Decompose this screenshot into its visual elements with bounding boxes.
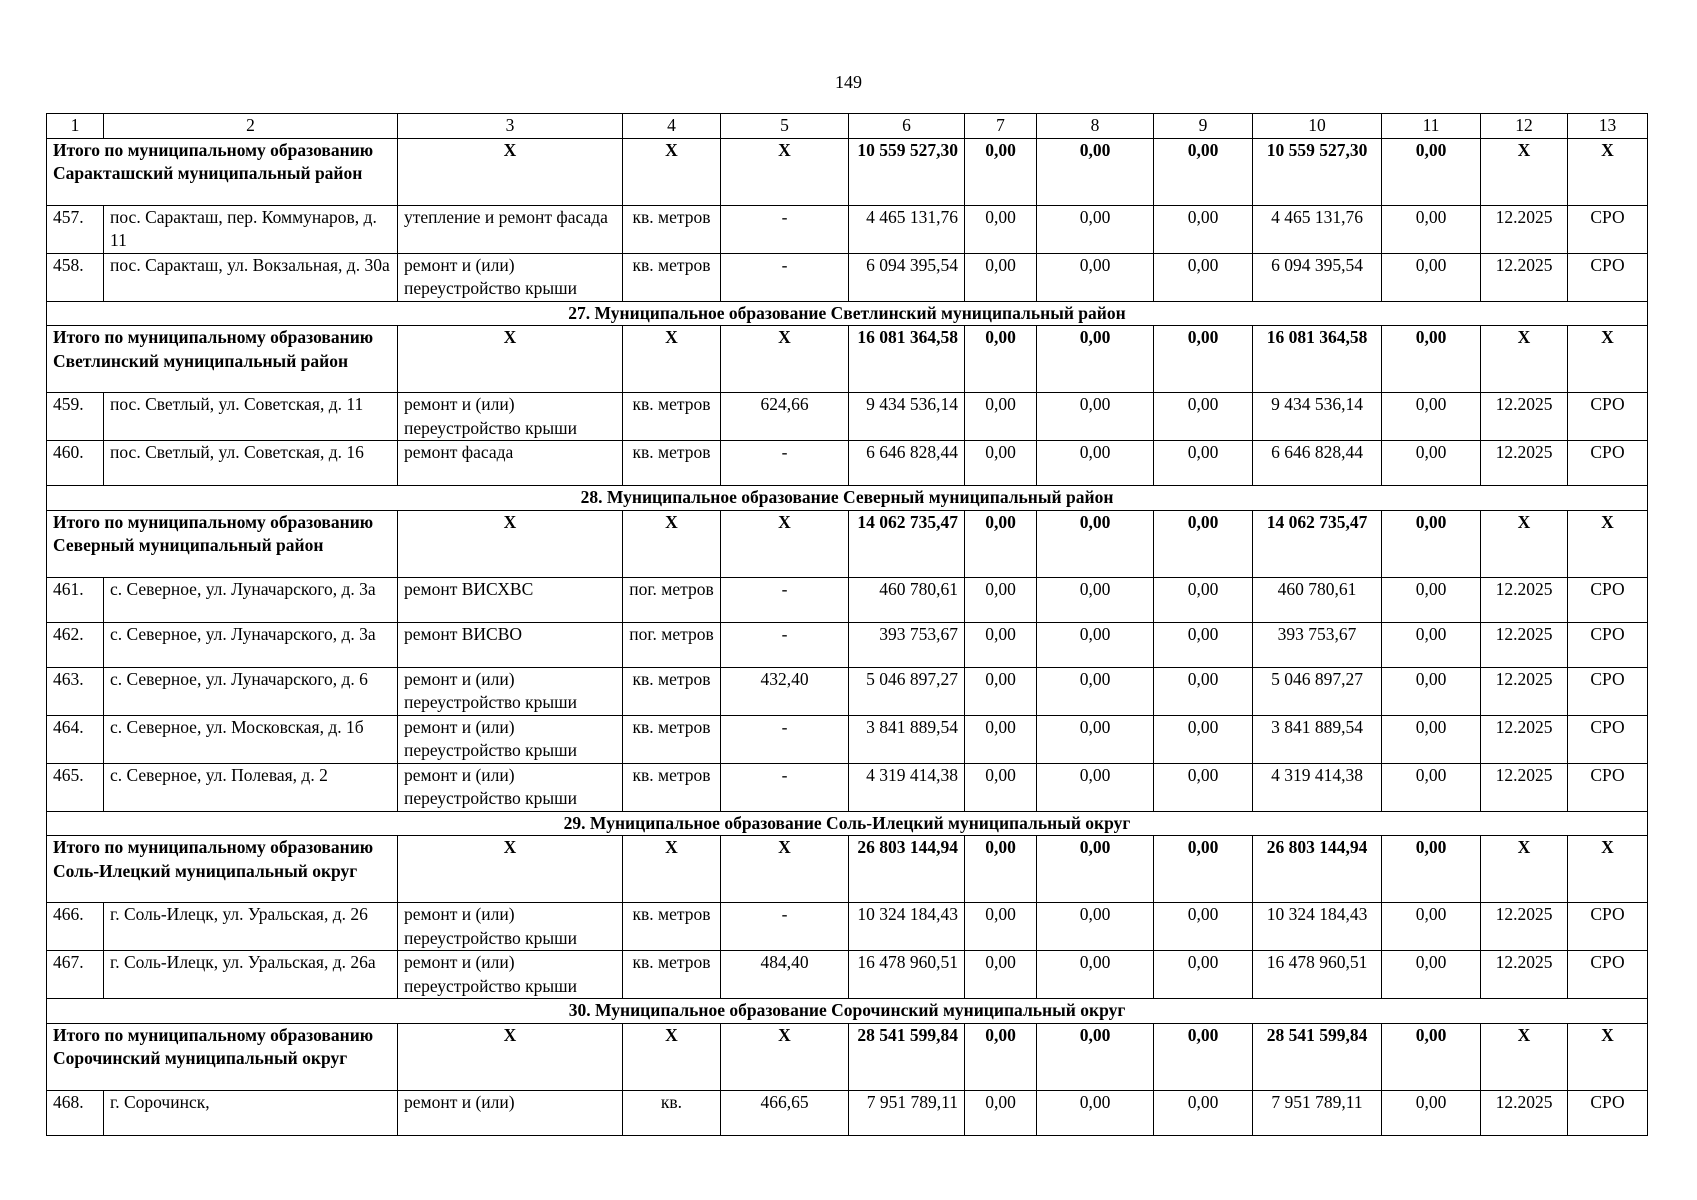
column-number: 3: [398, 114, 623, 139]
fund-cell: 0,00: [1037, 393, 1154, 441]
fund-cell: 0,00: [1382, 667, 1481, 715]
fund-cell: 0,00: [1037, 441, 1154, 486]
owner-funds-cell: 4 465 131,76: [1253, 205, 1382, 253]
deadline-cell: X: [1481, 1023, 1568, 1090]
fund-cell: 0,00: [1382, 393, 1481, 441]
fund-cell: 0,00: [1154, 326, 1253, 393]
volume-cell: -: [721, 253, 849, 301]
item-number: 468.: [47, 1090, 104, 1135]
section-header-row: [47, 486, 1648, 511]
fund-cell: 0,00: [1382, 326, 1481, 393]
total-cost-cell: 10 559 527,30: [849, 138, 965, 205]
total-cost-cell: 6 646 828,44: [849, 441, 965, 486]
fund-cell: 0,00: [965, 836, 1037, 903]
executor-cell: СРО: [1568, 1090, 1648, 1135]
fund-cell: 0,00: [1154, 1090, 1253, 1135]
total-cost-cell: 460 780,61: [849, 577, 965, 622]
address-cell: пос. Светлый, ул. Советская, д. 11: [104, 393, 398, 441]
address-cell: г. Соль-Илецк, ул. Уральская, д. 26: [104, 903, 398, 951]
address-cell: с. Северное, ул. Луначарского, д. 3а: [104, 622, 398, 667]
unit-cell: кв. метров: [623, 903, 721, 951]
deadline-cell: 12.2025: [1481, 715, 1568, 763]
executor-cell: X: [1568, 1023, 1648, 1090]
owner-funds-cell: 393 753,67: [1253, 622, 1382, 667]
fund-cell: 0,00: [1382, 763, 1481, 811]
unit-cell: X: [623, 510, 721, 577]
fund-cell: 0,00: [965, 253, 1037, 301]
fund-cell: 0,00: [1382, 510, 1481, 577]
fund-cell: 0,00: [1037, 1023, 1154, 1090]
fund-cell: 0,00: [1154, 763, 1253, 811]
fund-cell: 0,00: [1154, 393, 1253, 441]
work-type-cell: ремонт и (или) переустройство крыши: [398, 667, 623, 715]
executor-cell: СРО: [1568, 393, 1648, 441]
table-row: [47, 205, 1648, 253]
fund-cell: 0,00: [965, 1023, 1037, 1090]
column-number: 2: [104, 114, 398, 139]
total-cost-cell: 393 753,67: [849, 622, 965, 667]
fund-cell: 0,00: [1154, 667, 1253, 715]
item-number: 460.: [47, 441, 104, 486]
fund-cell: 0,00: [1037, 763, 1154, 811]
subtotal-row: [47, 836, 1648, 903]
column-number: 8: [1037, 114, 1154, 139]
total-cost-cell: 10 324 184,43: [849, 903, 965, 951]
owner-funds-cell: 14 062 735,47: [1253, 510, 1382, 577]
deadline-cell: X: [1481, 326, 1568, 393]
executor-cell: X: [1568, 510, 1648, 577]
subtotal-label: Итого по муниципальному образованию Светлинский муниципальный район: [47, 326, 398, 393]
unit-cell: кв. метров: [623, 951, 721, 999]
column-number: 1: [47, 114, 104, 139]
column-number: 11: [1382, 114, 1481, 139]
owner-funds-cell: 10 559 527,30: [1253, 138, 1382, 205]
fund-cell: 0,00: [1037, 205, 1154, 253]
column-number: 6: [849, 114, 965, 139]
fund-cell: 0,00: [965, 715, 1037, 763]
column-number: 4: [623, 114, 721, 139]
total-cost-cell: 9 434 536,14: [849, 393, 965, 441]
fund-cell: 0,00: [1154, 951, 1253, 999]
volume-cell: -: [721, 715, 849, 763]
table-row: [47, 951, 1648, 999]
table-row: [47, 903, 1648, 951]
total-cost-cell: 5 046 897,27: [849, 667, 965, 715]
volume-cell: X: [721, 1023, 849, 1090]
deadline-cell: 12.2025: [1481, 1090, 1568, 1135]
fund-cell: 0,00: [1154, 1023, 1253, 1090]
owner-funds-cell: 26 803 144,94: [1253, 836, 1382, 903]
subtotal-label: Итого по муниципальному образованию Саракташский муниципальный район: [47, 138, 398, 205]
work-type-cell: ремонт и (или) переустройство крыши: [398, 253, 623, 301]
table-row: [47, 1090, 1648, 1135]
volume-cell: 466,65: [721, 1090, 849, 1135]
table-row: [47, 715, 1648, 763]
column-number-row: [47, 114, 1648, 139]
fund-cell: 0,00: [1382, 903, 1481, 951]
fund-cell: 0,00: [1154, 577, 1253, 622]
address-cell: пос. Саракташ, пер. Коммунаров, д. 11: [104, 205, 398, 253]
subtotal-label: Итого по муниципальному образованию Сорочинский муниципальный округ: [47, 1023, 398, 1090]
deadline-cell: X: [1481, 138, 1568, 205]
work-type-cell: ремонт и (или) переустройство крыши: [398, 393, 623, 441]
unit-cell: кв. метров: [623, 441, 721, 486]
fund-cell: 0,00: [965, 577, 1037, 622]
executor-cell: СРО: [1568, 715, 1648, 763]
unit-cell: кв. метров: [623, 393, 721, 441]
deadline-cell: 12.2025: [1481, 763, 1568, 811]
fund-cell: 0,00: [1154, 715, 1253, 763]
column-number: 5: [721, 114, 849, 139]
owner-funds-cell: 6 646 828,44: [1253, 441, 1382, 486]
deadline-cell: 12.2025: [1481, 253, 1568, 301]
owner-funds-cell: 9 434 536,14: [1253, 393, 1382, 441]
item-number: 467.: [47, 951, 104, 999]
table-row: [47, 393, 1648, 441]
fund-cell: 0,00: [1154, 138, 1253, 205]
item-number: 461.: [47, 577, 104, 622]
work-type-cell: ремонт ВИСХВС: [398, 577, 623, 622]
fund-cell: 0,00: [1382, 715, 1481, 763]
item-number: 466.: [47, 903, 104, 951]
executor-cell: СРО: [1568, 763, 1648, 811]
address-cell: с. Северное, ул. Луначарского, д. 3а: [104, 577, 398, 622]
section-header-row: [47, 811, 1648, 836]
fund-cell: 0,00: [965, 763, 1037, 811]
fund-cell: 0,00: [1037, 951, 1154, 999]
table-row: [47, 763, 1648, 811]
fund-cell: 0,00: [1382, 205, 1481, 253]
address-cell: г. Сорочинск,: [104, 1090, 398, 1135]
item-number: 459.: [47, 393, 104, 441]
item-number: 464.: [47, 715, 104, 763]
owner-funds-cell: 16 478 960,51: [1253, 951, 1382, 999]
section-title: 30. Муниципальное образование Сорочинский муниципальный округ: [47, 999, 1648, 1024]
executor-cell: СРО: [1568, 577, 1648, 622]
subtotal-label: Итого по муниципальному образованию Северный муниципальный район: [47, 510, 398, 577]
deadline-cell: 12.2025: [1481, 441, 1568, 486]
fund-cell: 0,00: [1154, 253, 1253, 301]
fund-cell: 0,00: [1037, 253, 1154, 301]
unit-cell: X: [623, 1023, 721, 1090]
volume-cell: X: [721, 836, 849, 903]
fund-cell: 0,00: [1037, 510, 1154, 577]
fund-cell: 0,00: [1154, 903, 1253, 951]
deadline-cell: X: [1481, 836, 1568, 903]
table-row: [47, 441, 1648, 486]
executor-cell: СРО: [1568, 622, 1648, 667]
fund-cell: 0,00: [1382, 441, 1481, 486]
volume-cell: X: [721, 326, 849, 393]
deadline-cell: 12.2025: [1481, 951, 1568, 999]
section-title: 29. Муниципальное образование Соль-Илецкий муниципальный округ: [47, 811, 1648, 836]
unit-cell: X: [623, 836, 721, 903]
fund-cell: 0,00: [965, 138, 1037, 205]
owner-funds-cell: 4 319 414,38: [1253, 763, 1382, 811]
owner-funds-cell: 16 081 364,58: [1253, 326, 1382, 393]
executor-cell: СРО: [1568, 951, 1648, 999]
fund-cell: 0,00: [1382, 253, 1481, 301]
fund-cell: 0,00: [965, 326, 1037, 393]
fund-cell: 0,00: [965, 622, 1037, 667]
work-type-cell: X: [398, 510, 623, 577]
executor-cell: СРО: [1568, 667, 1648, 715]
fund-cell: 0,00: [1037, 577, 1154, 622]
work-type-cell: ремонт и (или): [398, 1090, 623, 1135]
volume-cell: -: [721, 441, 849, 486]
column-number: 9: [1154, 114, 1253, 139]
owner-funds-cell: 7 951 789,11: [1253, 1090, 1382, 1135]
section-header-row: [47, 301, 1648, 326]
unit-cell: пог. метров: [623, 622, 721, 667]
deadline-cell: X: [1481, 510, 1568, 577]
subtotal-row: [47, 510, 1648, 577]
fund-cell: 0,00: [965, 393, 1037, 441]
unit-cell: кв. метров: [623, 205, 721, 253]
fund-cell: 0,00: [1154, 441, 1253, 486]
subtotal-row: [47, 326, 1648, 393]
capital-repair-table: [46, 113, 1648, 1136]
work-type-cell: ремонт и (или) переустройство крыши: [398, 715, 623, 763]
subtotal-row: [47, 138, 1648, 205]
unit-cell: кв.: [623, 1090, 721, 1135]
work-type-cell: ремонт и (или) переустройство крыши: [398, 951, 623, 999]
address-cell: пос. Светлый, ул. Советская, д. 16: [104, 441, 398, 486]
deadline-cell: 12.2025: [1481, 393, 1568, 441]
fund-cell: 0,00: [1037, 326, 1154, 393]
volume-cell: X: [721, 510, 849, 577]
fund-cell: 0,00: [965, 1090, 1037, 1135]
unit-cell: кв. метров: [623, 715, 721, 763]
table-row: [47, 667, 1648, 715]
executor-cell: СРО: [1568, 903, 1648, 951]
deadline-cell: 12.2025: [1481, 667, 1568, 715]
fund-cell: 0,00: [1154, 836, 1253, 903]
deadline-cell: 12.2025: [1481, 622, 1568, 667]
volume-cell: -: [721, 763, 849, 811]
work-type-cell: X: [398, 138, 623, 205]
section-title: 28. Муниципальное образование Северный муниципальный район: [47, 486, 1648, 511]
executor-cell: СРО: [1568, 205, 1648, 253]
fund-cell: 0,00: [1037, 138, 1154, 205]
fund-cell: 0,00: [1382, 1090, 1481, 1135]
column-number: 7: [965, 114, 1037, 139]
total-cost-cell: 16 081 364,58: [849, 326, 965, 393]
address-cell: г. Соль-Илецк, ул. Уральская, д. 26а: [104, 951, 398, 999]
subtotal-row: [47, 1023, 1648, 1090]
unit-cell: пог. метров: [623, 577, 721, 622]
total-cost-cell: 26 803 144,94: [849, 836, 965, 903]
item-number: 462.: [47, 622, 104, 667]
executor-cell: X: [1568, 326, 1648, 393]
work-type-cell: ремонт и (или) переустройство крыши: [398, 903, 623, 951]
fund-cell: 0,00: [1037, 836, 1154, 903]
column-number: 10: [1253, 114, 1382, 139]
work-type-cell: X: [398, 1023, 623, 1090]
work-type-cell: ремонт и (или) переустройство крыши: [398, 763, 623, 811]
volume-cell: 624,66: [721, 393, 849, 441]
fund-cell: 0,00: [1382, 577, 1481, 622]
unit-cell: кв. метров: [623, 667, 721, 715]
fund-cell: 0,00: [965, 903, 1037, 951]
total-cost-cell: 16 478 960,51: [849, 951, 965, 999]
owner-funds-cell: 28 541 599,84: [1253, 1023, 1382, 1090]
fund-cell: 0,00: [965, 667, 1037, 715]
fund-cell: 0,00: [1382, 622, 1481, 667]
total-cost-cell: 6 094 395,54: [849, 253, 965, 301]
table-row: [47, 577, 1648, 622]
unit-cell: X: [623, 326, 721, 393]
unit-cell: кв. метров: [623, 763, 721, 811]
fund-cell: 0,00: [1382, 836, 1481, 903]
fund-cell: 0,00: [1154, 510, 1253, 577]
executor-cell: X: [1568, 836, 1648, 903]
fund-cell: 0,00: [1037, 903, 1154, 951]
address-cell: с. Северное, ул. Полевая, д. 2: [104, 763, 398, 811]
fund-cell: 0,00: [965, 441, 1037, 486]
total-cost-cell: 28 541 599,84: [849, 1023, 965, 1090]
fund-cell: 0,00: [1382, 951, 1481, 999]
fund-cell: 0,00: [1382, 138, 1481, 205]
owner-funds-cell: 3 841 889,54: [1253, 715, 1382, 763]
fund-cell: 0,00: [1037, 622, 1154, 667]
owner-funds-cell: 10 324 184,43: [1253, 903, 1382, 951]
fund-cell: 0,00: [1037, 667, 1154, 715]
total-cost-cell: 4 319 414,38: [849, 763, 965, 811]
address-cell: с. Северное, ул. Московская, д. 1б: [104, 715, 398, 763]
address-cell: с. Северное, ул. Луначарского, д. 6: [104, 667, 398, 715]
unit-cell: кв. метров: [623, 253, 721, 301]
fund-cell: 0,00: [1037, 715, 1154, 763]
owner-funds-cell: 5 046 897,27: [1253, 667, 1382, 715]
column-number: 13: [1568, 114, 1648, 139]
section-title: 27. Муниципальное образование Светлинский муниципальный район: [47, 301, 1648, 326]
total-cost-cell: 3 841 889,54: [849, 715, 965, 763]
item-number: 465.: [47, 763, 104, 811]
deadline-cell: 12.2025: [1481, 205, 1568, 253]
owner-funds-cell: 460 780,61: [1253, 577, 1382, 622]
fund-cell: 0,00: [1154, 622, 1253, 667]
work-type-cell: ремонт ВИСВО: [398, 622, 623, 667]
volume-cell: 432,40: [721, 667, 849, 715]
deadline-cell: 12.2025: [1481, 577, 1568, 622]
total-cost-cell: 4 465 131,76: [849, 205, 965, 253]
fund-cell: 0,00: [965, 205, 1037, 253]
table-row: [47, 253, 1648, 301]
unit-cell: X: [623, 138, 721, 205]
fund-cell: 0,00: [1382, 1023, 1481, 1090]
section-header-row: [47, 999, 1648, 1024]
volume-cell: X: [721, 138, 849, 205]
item-number: 458.: [47, 253, 104, 301]
subtotal-label: Итого по муниципальному образованию Соль-Илецкий муниципальный округ: [47, 836, 398, 903]
volume-cell: -: [721, 577, 849, 622]
column-number: 12: [1481, 114, 1568, 139]
work-type-cell: ремонт фасада: [398, 441, 623, 486]
address-cell: пос. Саракташ, ул. Вокзальная, д. 30а: [104, 253, 398, 301]
executor-cell: X: [1568, 138, 1648, 205]
work-type-cell: X: [398, 836, 623, 903]
executor-cell: СРО: [1568, 253, 1648, 301]
volume-cell: -: [721, 622, 849, 667]
fund-cell: 0,00: [965, 510, 1037, 577]
fund-cell: 0,00: [1037, 1090, 1154, 1135]
fund-cell: 0,00: [1154, 205, 1253, 253]
owner-funds-cell: 6 094 395,54: [1253, 253, 1382, 301]
executor-cell: СРО: [1568, 441, 1648, 486]
fund-cell: 0,00: [965, 951, 1037, 999]
deadline-cell: 12.2025: [1481, 903, 1568, 951]
table-row: [47, 622, 1648, 667]
work-type-cell: X: [398, 326, 623, 393]
item-number: 463.: [47, 667, 104, 715]
volume-cell: -: [721, 205, 849, 253]
item-number: 457.: [47, 205, 104, 253]
total-cost-cell: 14 062 735,47: [849, 510, 965, 577]
volume-cell: -: [721, 903, 849, 951]
volume-cell: 484,40: [721, 951, 849, 999]
total-cost-cell: 7 951 789,11: [849, 1090, 965, 1135]
page-number: 149: [835, 72, 862, 92]
work-type-cell: утепление и ремонт фасада: [398, 205, 623, 253]
